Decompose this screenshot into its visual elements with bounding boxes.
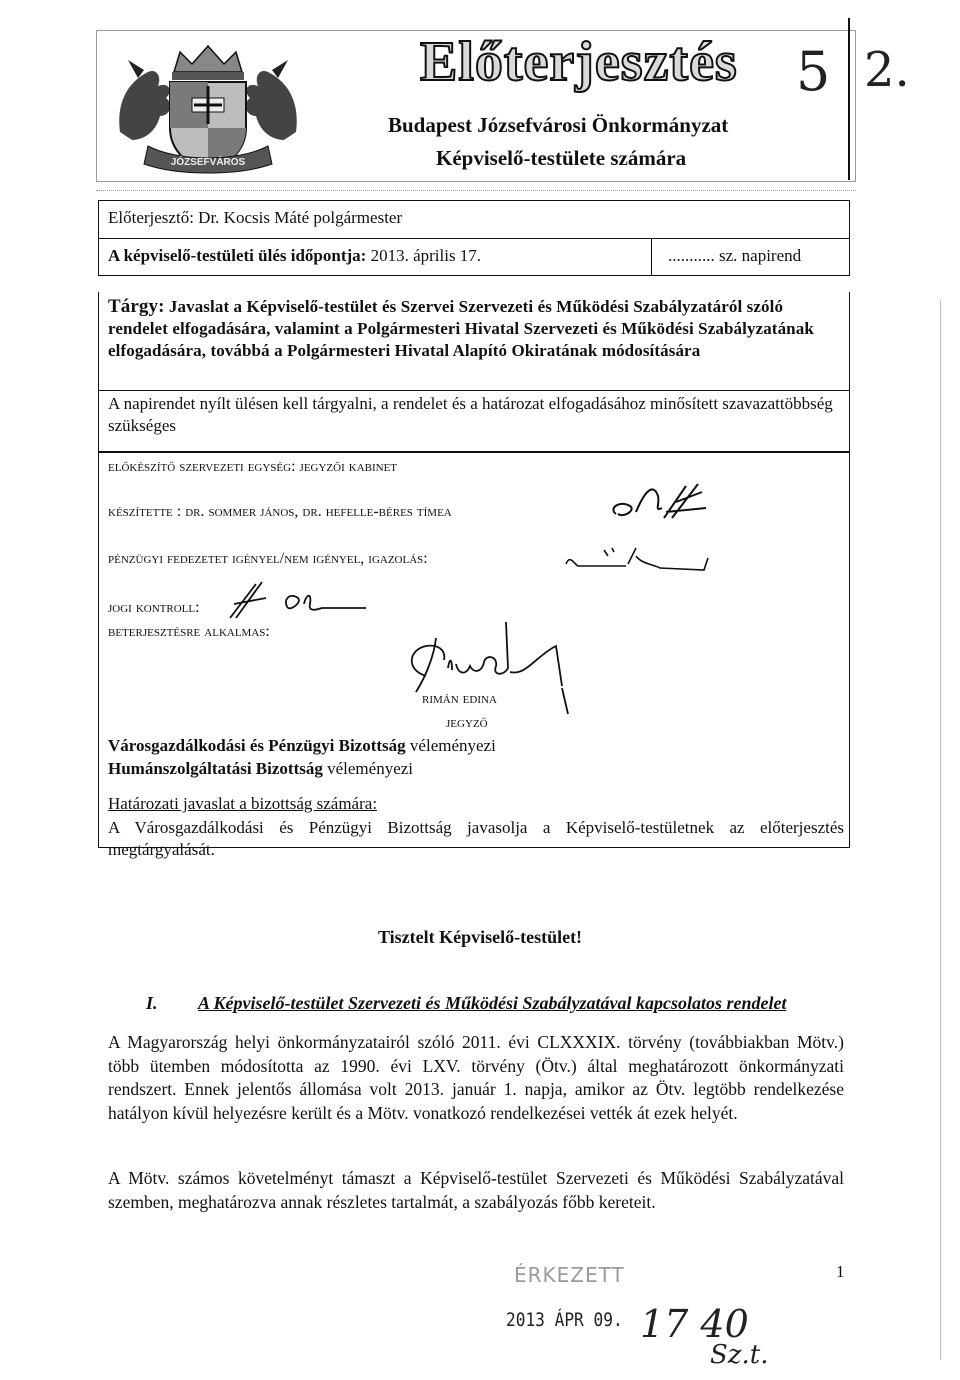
scan-edge bbox=[940, 300, 941, 1360]
preparation-unit-line bbox=[108, 456, 848, 478]
agenda-item: ........... sz. napirend bbox=[668, 246, 802, 265]
proposal-heading: Határozati javaslat a bizottság számára: bbox=[108, 794, 378, 813]
prepared-by-label: készítette : bbox=[108, 503, 182, 520]
subject-divider bbox=[98, 390, 850, 391]
unit-label: előkészítő szervezeti egység: bbox=[108, 458, 296, 475]
section-title: A Képviselő-testület Szervezeti és Működési Szabályzatával kapcsolatos rendelet bbox=[198, 993, 787, 1013]
section-number: I. bbox=[146, 993, 158, 1013]
submission-line bbox=[108, 623, 270, 641]
prepared-by-line bbox=[108, 503, 452, 521]
submission-label: beterjesztésre alkalmas: bbox=[108, 623, 270, 640]
committee2-action: véleményezi bbox=[327, 759, 414, 778]
notary-title: jegyző bbox=[446, 714, 488, 731]
financial-label: pénzügyi fedezetet igényel/nem igényel, igazolás: bbox=[108, 550, 428, 567]
handwritten-number: 5 bbox=[796, 40, 831, 103]
meeting-date: 2013. április 17. bbox=[370, 246, 482, 265]
subject-label: Tárgy: bbox=[108, 296, 165, 317]
legal-check-label: jogi kontroll: bbox=[108, 599, 200, 616]
handwritten-time: 17 40 bbox=[640, 1302, 749, 1346]
signature-legal-icon bbox=[226, 578, 376, 622]
committee1-name: Városgazdálkodási és Pénzügyi Bizottság bbox=[108, 736, 406, 755]
prepared-by-value: dr. sommer jános, dr. hefelle-béres tímea bbox=[185, 503, 452, 520]
committee1-line bbox=[108, 736, 496, 756]
financial-line bbox=[108, 550, 428, 568]
subject-text: Javaslat a Képviselő-testület és Szervei Szervezeti és Működési Szabályzatáról szóló rendelet elfogadására, valamint a Polgármesteri Hivatal Szervezeti és Működési Szabályzatának elfogadására, továbbá a Polgármesteri Hivatal Alapító Okiratának módosítására bbox=[108, 297, 814, 360]
crest-ribbon-text: JÓZSEFVÁROS bbox=[170, 157, 246, 168]
page-number: 1 bbox=[836, 1262, 845, 1281]
committee2-name: Humánszolgáltatási Bizottság bbox=[108, 759, 323, 778]
signature-prepared-icon bbox=[606, 478, 716, 526]
committee1-action: véleményezi bbox=[409, 736, 496, 755]
proposal-text: A Városgazdálkodási és Pénzügyi Bizottság javasolja a Képviselő-testületnek az előterjesztés megtárgyalását. bbox=[108, 818, 844, 859]
salutation: Tisztelt Képviselő-testület! bbox=[377, 927, 583, 947]
handwritten-mark: 2. bbox=[864, 42, 910, 98]
organization-name: Budapest Józsefvárosi Önkormányzat bbox=[388, 113, 729, 137]
submitter-line bbox=[108, 208, 402, 228]
city-crest-icon bbox=[108, 42, 308, 174]
subject-paragraph bbox=[108, 296, 844, 362]
legal-check-line bbox=[108, 599, 200, 617]
submitter-label: Előterjesztő: bbox=[108, 208, 194, 227]
meeting-line bbox=[108, 246, 481, 266]
notary-name-block bbox=[422, 690, 497, 708]
received-date: 2013 ÁPR 09. bbox=[506, 1309, 623, 1331]
meeting-label: A képviselő-testületi ülés időpontja: bbox=[108, 246, 367, 265]
signature-financial-icon bbox=[556, 534, 716, 574]
committee2-line bbox=[108, 759, 413, 779]
meta-column-divider bbox=[651, 239, 652, 275]
document-type-title: Előterjesztés bbox=[420, 31, 738, 93]
vote-note: A napirendet nyílt ülésen kell tárgyalni, a rendelet és a határozat elfogadásához minősített szavazattöbbség szükséges bbox=[108, 394, 833, 435]
received-stamp: ÉRKEZETT bbox=[514, 1263, 625, 1287]
handwritten-divider bbox=[848, 18, 850, 180]
body-paragraph-1: A Magyarország helyi önkormányzatairól szóló 2011. évi CLXXXIX. törvény (továbbiakban Mötv.) több ütemben módosította az 1990. évi LXV. törvény (Ötv.) által meghatározott önkormányzati rendszert. Ennek jelentős állomása volt 2013. január 1. napja, amikor az Ötv. legtöbb rendelkezése hatályon kívül helyezésre került és a Mötv. vonatkozó rendelkezései vették át ezek helyét. bbox=[108, 1032, 844, 1123]
unit-value: jegyzői kabinet bbox=[299, 458, 398, 475]
notary-title-block bbox=[446, 714, 488, 732]
submitter-value: Dr. Kocsis Máté polgármester bbox=[198, 208, 403, 227]
body-paragraph-2: A Mötv. számos követelményt támaszt a Képviselő-testület Szervezeti és Működési Szabályzatával szemben, meghatározva annak részletes tartalmát, a szabályozás főbb kereteit. bbox=[108, 1168, 844, 1212]
organization-audience: Képviselő-testülete számára bbox=[436, 146, 687, 170]
notary-name: rimán edina bbox=[422, 690, 497, 707]
header-divider bbox=[96, 182, 856, 191]
handwritten-initials: Sz.t. bbox=[710, 1340, 769, 1370]
